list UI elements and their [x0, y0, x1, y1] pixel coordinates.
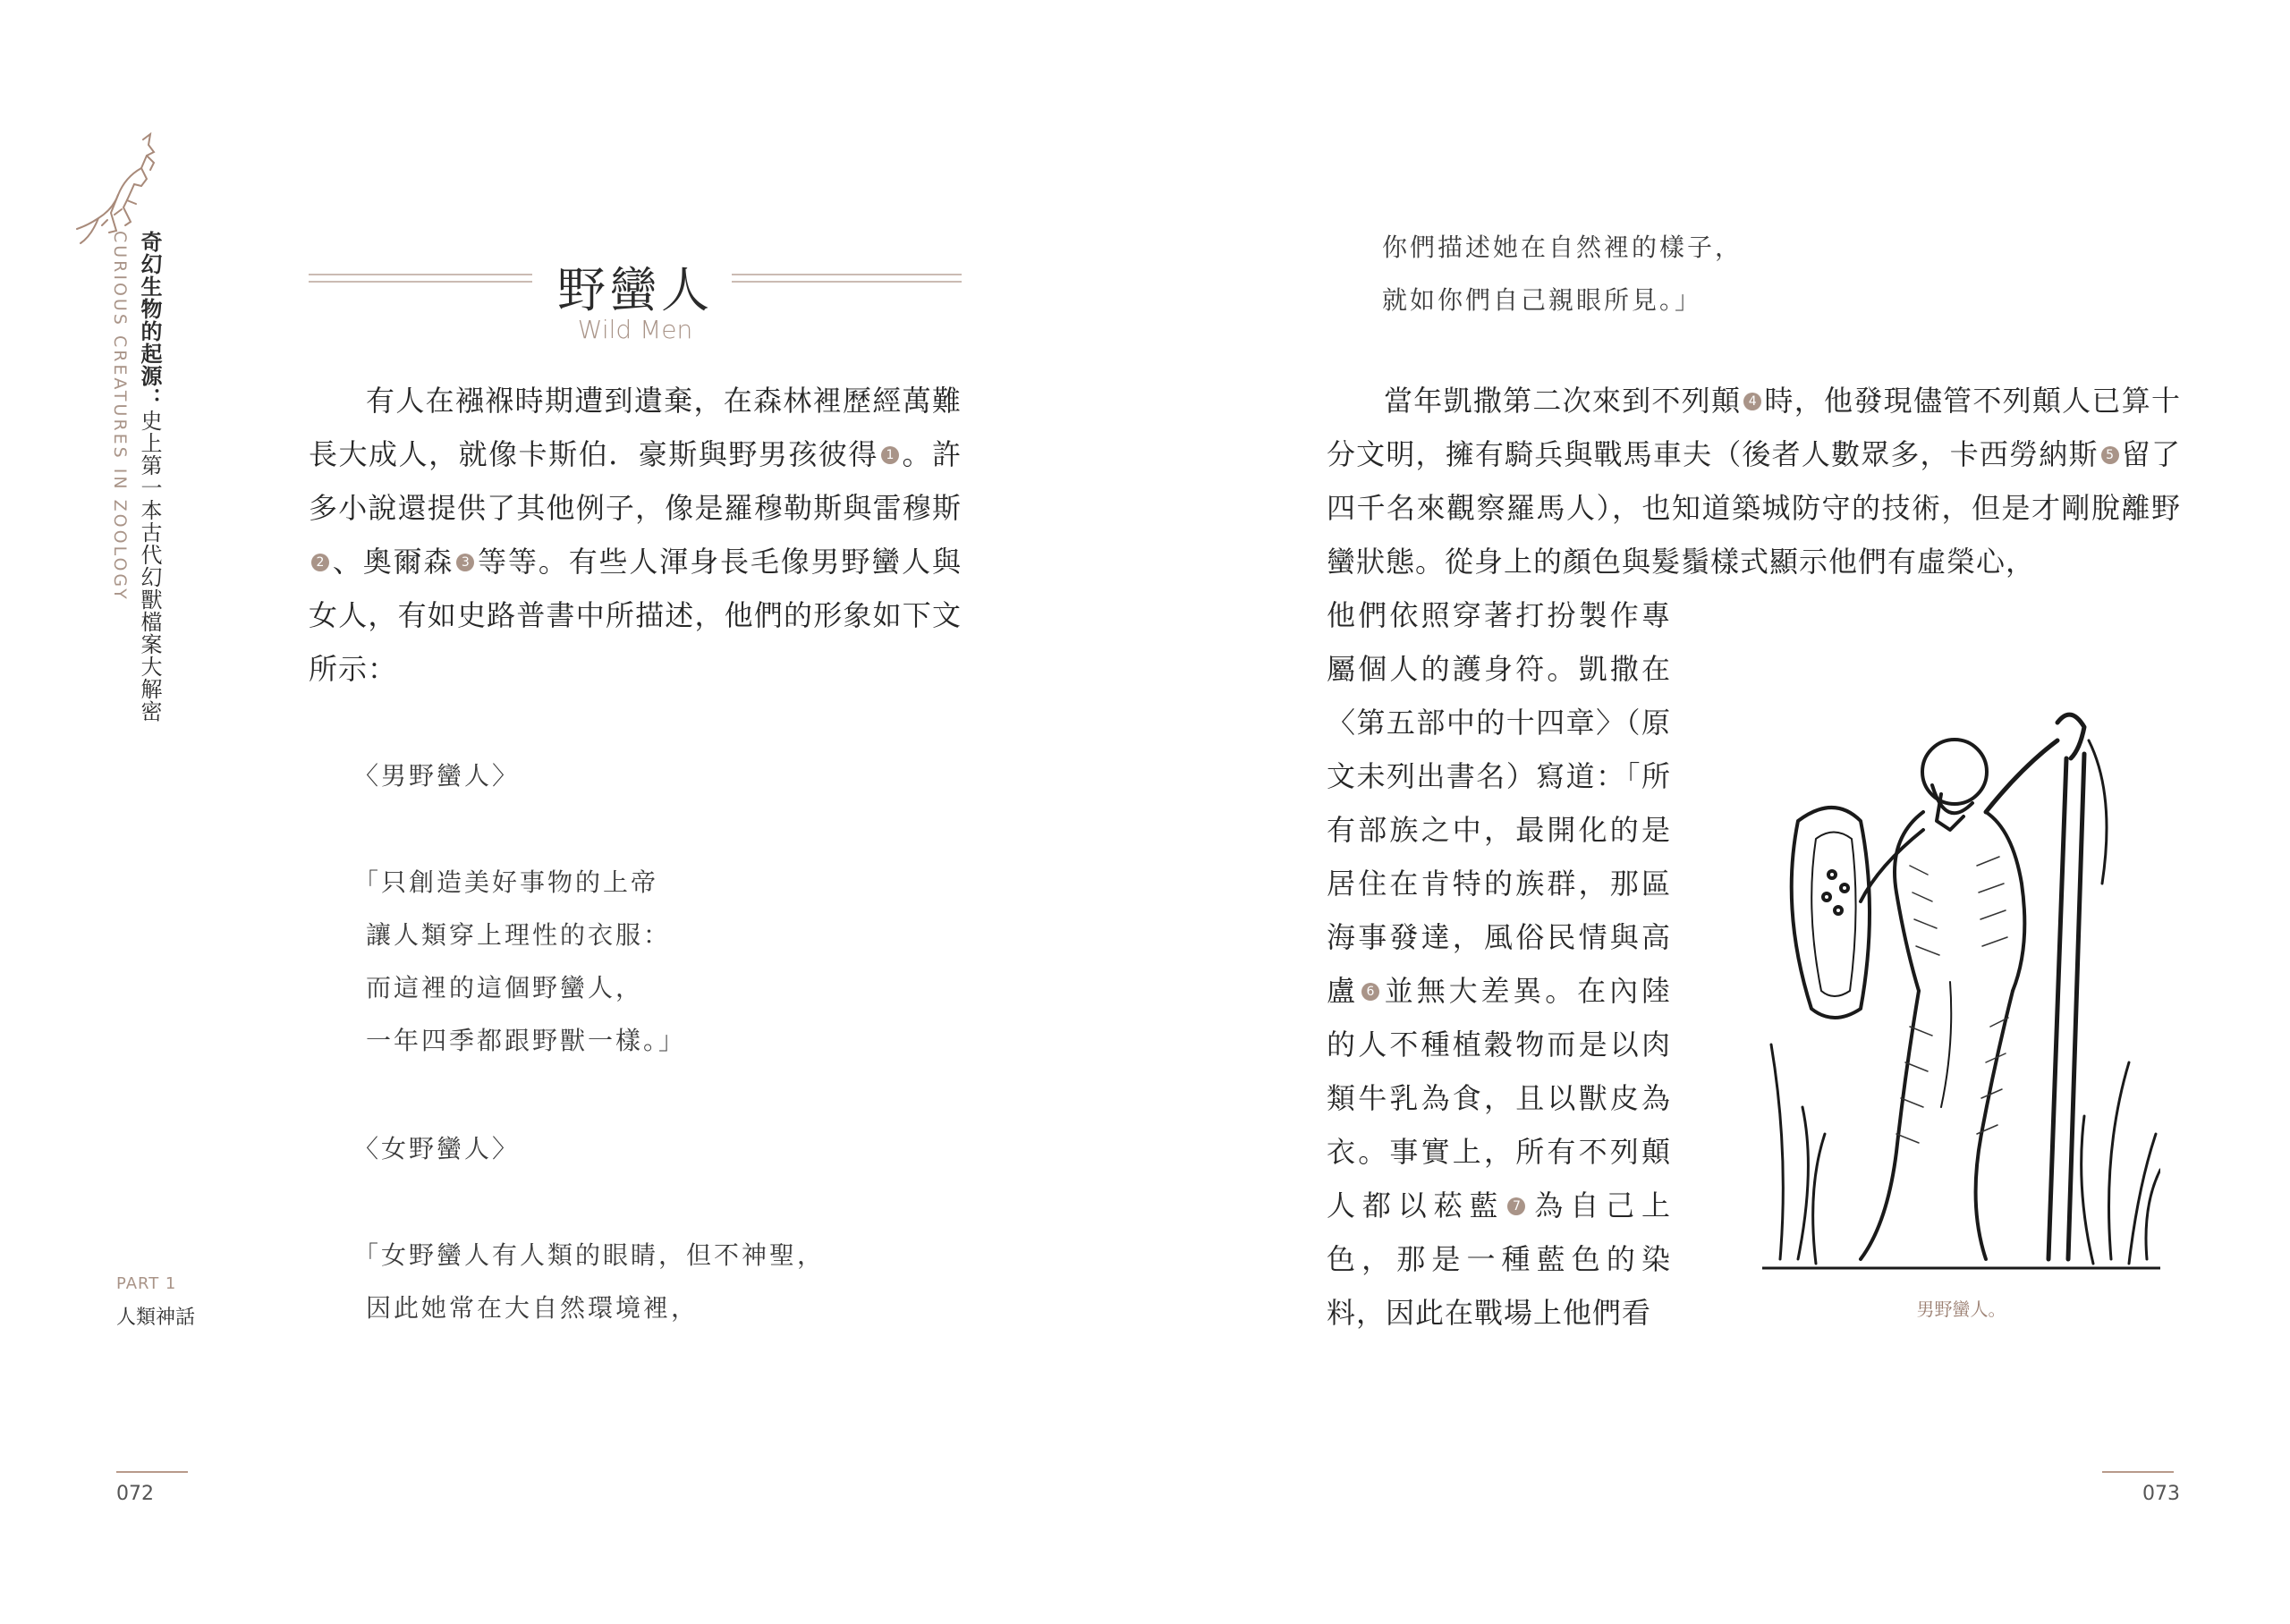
verse-male [353, 856, 686, 1067]
footnote-marker: 4 [1743, 393, 1761, 410]
verse-line: 「女野蠻人有人類的眼睛，但不神聖， [353, 1240, 826, 1270]
footnote-marker: 2 [311, 554, 329, 571]
chapter-subtitle: Wild Men [577, 315, 693, 344]
footnote-marker: 3 [456, 554, 474, 571]
verse-line: 因此她常在大自然環境裡， [366, 1293, 700, 1323]
text-run: 並無大差異。在內陸的人不種植穀物而是以肉類牛乳為食，且以獸皮為衣。事實上，所有不列顛人都以菘藍 [1327, 974, 1671, 1222]
folio-rule-left [116, 1471, 188, 1473]
verse-continuation [1382, 221, 1743, 326]
verse-line: 讓人類穿上理性的衣服： [366, 920, 672, 950]
verse-title-male: 〈男野蠻人〉 [353, 761, 521, 791]
page-number-right: 073 [2142, 1483, 2180, 1505]
verse-line: 而這裡的這個野蠻人， [366, 973, 644, 1002]
footnote-marker: 5 [2101, 446, 2119, 464]
body-paragraph [1327, 374, 2181, 588]
figure-caption: 男野蠻人。 [1916, 1298, 2006, 1320]
chapter-title: 野蠻人 [557, 262, 713, 318]
book-title-en: CURIOUS CREATURES IN ZOOLOGY [110, 231, 130, 602]
heading-rule-right [732, 274, 962, 283]
body-paragraph [309, 374, 962, 696]
folio-rule-right [2102, 1471, 2174, 1473]
text-run: 留了四千名來觀察羅馬人），也知道築城防守的技術，但是才剛脫離野蠻狀態。從身上的顏色與髮鬚樣式顯示他們有虛榮心， [1327, 437, 2181, 579]
part-label: PART 1 [116, 1274, 177, 1293]
verse-line: 你們描述她在自然裡的樣子， [1382, 233, 1743, 262]
text-run: 時，他發現儘管不列顛人已算十分文明，擁有騎兵與戰馬車夫（後者人數眾多，卡西勞納斯 [1327, 384, 2181, 471]
verse-line: 就如你們自己親眼所見。」 [1382, 285, 1703, 315]
verse-title-female: 〈女野蠻人〉 [353, 1134, 521, 1163]
book-title-zh: 奇幻生物的起源：史上第一本古代幻獸檔案大解密 [137, 231, 162, 723]
text-run: 為自己上色，那是一種藍色的染料，因此在戰場上他們看 [1327, 1188, 1671, 1330]
wild-man-woodcut-icon [1762, 687, 2160, 1279]
page-number-left: 072 [116, 1483, 154, 1505]
footnote-marker: 7 [1507, 1197, 1525, 1215]
body-paragraph-column [1327, 588, 1671, 1340]
text-run: 有人在襁褓時期遭到遺棄，在森林裡歷經萬難長大成人，就像卡斯伯．豪斯與野男孩彼得 [309, 384, 962, 471]
text-run: 當年凱撒第二次來到不列顛 [1384, 384, 1742, 418]
footnote-marker: 6 [1361, 983, 1379, 1001]
verse-female [353, 1229, 825, 1334]
verse-line: 一年四季都跟野獸一樣。」 [366, 1026, 687, 1055]
heading-rule-left [309, 274, 532, 283]
text-run: 。許多小說還提供了其他例子，像是羅穆勒斯與雷穆斯 [309, 437, 962, 525]
text-run: 、奧爾森 [332, 545, 454, 579]
text-run: 等等。有些人渾身長毛像男野蠻人與女人，有如史路普書中所描述，他們的形象如下文所示： [309, 545, 962, 686]
part-name: 人類神話 [116, 1307, 196, 1329]
text-run: 他們依照穿著打扮製作專屬個人的護身符。凱撒在〈第五部中的十四章〉（原文未列出書名）寫道：「所有部族之中，最開化的是居住在肯特的族群，那區海事發達，風俗民情與高盧 [1327, 598, 1671, 1008]
footnote-marker: 1 [881, 446, 899, 464]
verse-line: 「只創造美好事物的上帝 [353, 867, 659, 897]
